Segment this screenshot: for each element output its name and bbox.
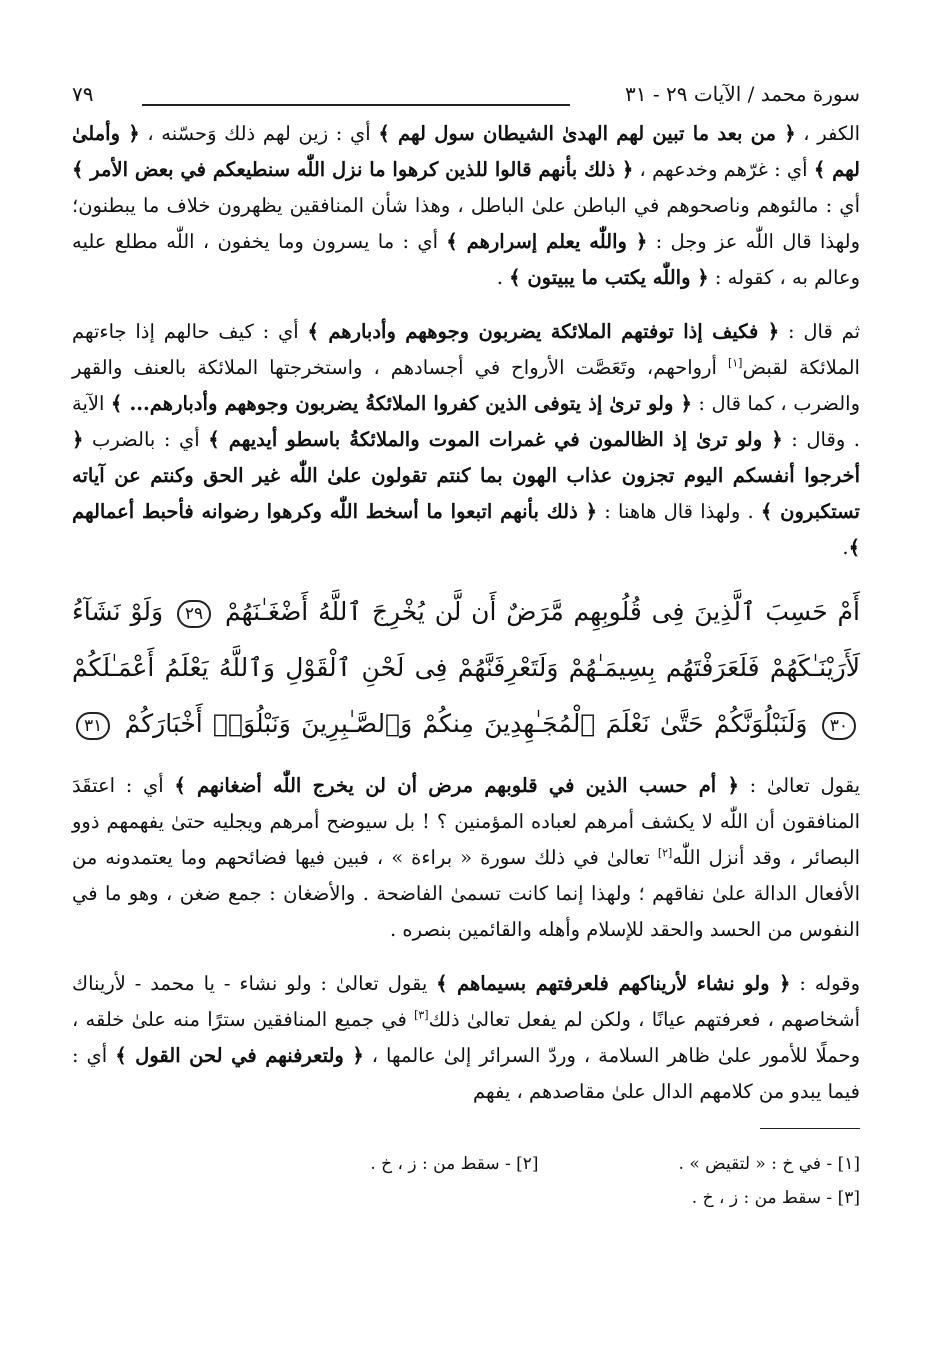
page-number: ٧٩ <box>72 82 94 106</box>
quran-quote: ﴿ فكيف إذا توفتهم الملائكة يضربون وجوههم وأدبارهم ﴾ <box>307 320 780 343</box>
text: أي : كيف حالهم إذا جاءتهم الملائكة لقبض <box>72 320 860 379</box>
text: تعالىٰ في ذلك سورة « براءة » ، فبين فيها فضائحهم وما يعتمدونه من الأفعال الدالة علىٰ نفاقهم ؛ ولهذا إنما كانت تسمىٰ الفاضحة . والأضغان : جمع ضغن ، وهو ما في النفوس من الحسد والحقد للإسلام وأهله والقائمين بنصره . <box>72 846 860 941</box>
verse-line-3 <box>72 696 860 752</box>
quran-quote: ﴿ وأملىٰ لهم ﴾ <box>72 122 860 181</box>
text: أي : مالئوهم وناصحوهم في الباطن علىٰ الباطل ، وهذا شأن المنافقين يظهرون خلاف ما يبطنون؛ ولهذا قال اللّٰه عز وجل : <box>72 194 860 253</box>
footnote-3: [٣] - سقط من : ز ، خ . <box>691 1188 860 1208</box>
footnote-2: [٢] - سقط من : ز ، خ . <box>370 1154 539 1174</box>
paragraph-2 <box>72 314 860 566</box>
verse-text: وَلَنَبْلُوَنَّكُمْ حَتَّىٰ نَعْلَمَ ٱلْمُجَـٰهِدِينَ مِنكُمْ وَٱلصَّـٰبِرِينَ وَنَبْلُوَا۟ أَخْبَارَكُمْ <box>124 709 808 738</box>
text: أي : اعتقَدَ المنافقون أن اللّٰه لا يكشف أمرهم لعباده المؤمنين ؟ ! بل سيوضح أمرهم ويجليه حتىٰ يفهمهم ذوو البصائر ، وقد أنزل اللّٰه <box>72 774 860 869</box>
quran-quote: ﴿ واللّٰه يكتب ما يبيتون ﴾ <box>509 266 709 289</box>
running-title: سورة محمد / الآيات ٢٩ - ٣١ <box>625 82 860 106</box>
footnote-separator <box>760 1128 860 1129</box>
paragraph-4 <box>72 966 860 1110</box>
ayah-marker-29: ٢٩ <box>177 600 211 628</box>
verse-text: لَأَرَيْنَـٰكَهُمْ فَلَعَرَفْتَهُم بِسِيمَـٰهُمْ وَلَتَعْرِفَنَّهُمْ فِى لَحْنِ ٱلْقَوْلِ وَٱللَّهُ يَعْلَمُ أَعْمَـٰلَكُمْ <box>72 653 860 682</box>
ayah-marker-31: ٣١ <box>76 712 110 740</box>
footnote-row <box>72 1147 860 1181</box>
footnote-ref-3[interactable]: [٣] <box>414 1008 429 1022</box>
text: ثم قال : <box>779 320 860 343</box>
ayah-marker-30: ٣٠ <box>822 712 856 740</box>
text: أي : فيما يبدو من كلامهم الدال علىٰ مقاصدهم ، يفهم <box>72 1044 860 1103</box>
paragraph-1 <box>72 116 860 296</box>
quran-quote: ﴿ ذلك بأنهم اتبعوا ما أسخط اللّٰه وكرهوا رضوانه فأحبط أعمالهم ﴾ <box>72 500 860 559</box>
text: الآية . وقال : <box>72 392 860 451</box>
quran-quote: ﴿ ولو ترىٰ إذ يتوفى الذين كفروا الملائكةُ يضربون وجوههم وأدبارهم... ﴾ <box>110 392 692 415</box>
quran-quote: ﴿ أم حسب الذين في قلوبهم مرض أن لن يخرج اللّٰه أضغانهم ﴾ <box>174 774 739 797</box>
footnote-ref-2[interactable]: [٢] <box>657 846 673 860</box>
footnote-row <box>72 1181 860 1215</box>
text: الكفر ، <box>795 122 861 145</box>
text: . <box>842 536 849 559</box>
text: أي : زين لهم ذلك وَحسّنه ، <box>139 122 379 145</box>
footnotes <box>72 1147 860 1215</box>
quran-quote: ﴿ ذلك بأنهم قالوا للذين كرهوا ما نزل اللّٰه سنطيعكم في بعض الأمر ﴾ <box>72 158 634 181</box>
verse-line-2 <box>72 640 860 696</box>
quran-quote: ﴿ ولتعرفنهم في لحن القول ﴾ <box>115 1044 364 1067</box>
footnote-1: [١] - في خ : « لتقيض » . <box>678 1154 860 1174</box>
verse-text: وَلَوْ نَشَآءُ <box>72 597 164 626</box>
text: يقول تعالىٰ : ولو نشاء - يا محمد - لأريناك أشخاصهم ، فعرفتهم عيانًا ، ولكن لم يفعل تعالىٰ ذلك <box>72 972 860 1031</box>
header-rule <box>142 104 570 106</box>
paragraph-3 <box>72 768 860 948</box>
quran-quote: ﴿ من بعد ما تبين لهم الهدىٰ الشيطان سول لهم ﴾ <box>378 122 796 145</box>
text: يقول تعالىٰ : <box>738 774 861 797</box>
text: . ولهذا قال هاهنا : <box>597 500 761 523</box>
page-header <box>72 78 860 116</box>
quran-quote: ﴿ ولو ترىٰ إذ الظالمون في غمرات الموت والملائكةُ باسطو أيديهم ﴾ <box>208 428 783 451</box>
verse-text: أَمْ حَسِبَ ٱلَّذِينَ فِى قُلُوبِهِم مَّرَضٌ أَن لَّن يُخْرِجَ ٱللَّهُ أَضْغَـٰنَهُمْ <box>224 597 860 626</box>
text: في جميع المنافقين سترًا منه علىٰ خلقه ، وحملًا للأمور علىٰ ظاهر السلامة ، وردّ السرائر إلىٰ عالمها ، <box>72 1008 860 1067</box>
text: أي : غرّهم وخدعهم ، <box>633 158 814 181</box>
text: . <box>496 266 510 289</box>
quran-verses-block <box>72 584 860 752</box>
text: أرواحهم، وتَعَصَّت الأرواح في أجسادهم ، واستخرجتها الملائكة بالعنف والقهر والضرب ، كما قال : <box>72 356 860 415</box>
quran-quote: ﴿ واللّٰه يعلم إسرارهم ﴾ <box>446 230 648 253</box>
text: أي : ما يسرون وما يخفون ، اللّٰه مطلع عليه وعالم به ، كقوله : <box>72 230 860 289</box>
footnote-ref-1[interactable]: [١] <box>727 356 743 370</box>
text: وقوله : <box>790 972 860 995</box>
quran-quote: ﴿ ولو نشاء لأريناكهم فلعرفتهم بسيماهم ﴾ <box>436 972 791 995</box>
verse-line-1 <box>72 584 860 640</box>
text: أي : بالضرب <box>83 428 209 451</box>
quran-quote: ﴿ أخرجوا أنفسكم اليوم تجزون عذاب الهون بما كنتم تقولون علىٰ اللّٰه غير الحق وكنتم عن آياته تستكبرون ﴾ <box>72 428 860 523</box>
book-page <box>72 78 860 1298</box>
